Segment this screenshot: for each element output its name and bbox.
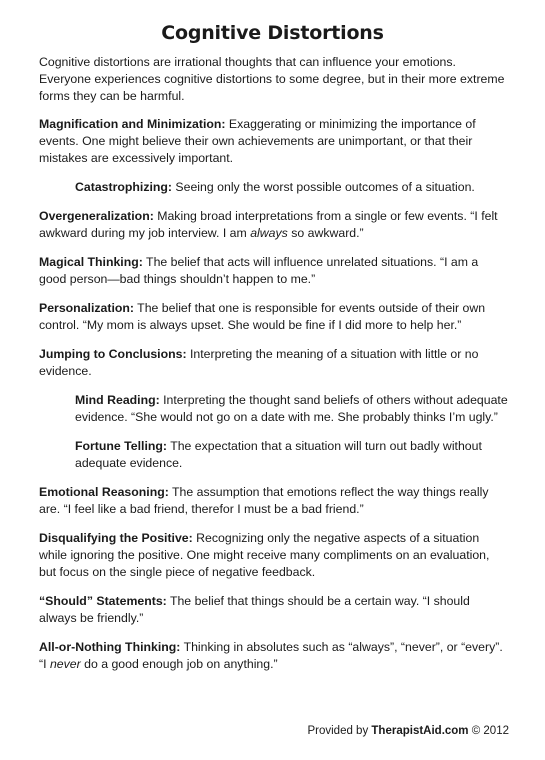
entry-term: “Should” Statements: (39, 594, 167, 608)
footer-copyright: © 2012 (468, 725, 509, 737)
entry-personalization (39, 300, 509, 334)
entry-emphasis: never (49, 657, 81, 671)
entry-description: Seeing only the worst possible outcomes of a situation. (172, 180, 475, 194)
entry-description: The expectation that a situation will turn out badly without adequate evidence. (75, 439, 482, 470)
intro-paragraph: Cognitive distortions are irrational thoughts that can influence your emotions. Everyone experiences cognitive distortions to some degree, but in their more extreme forms they can be harmful. (39, 55, 505, 103)
entry-emotional-reasoning (39, 484, 509, 518)
entry-catastrophizing (75, 179, 509, 196)
entry-term: Overgeneralization: (39, 209, 154, 223)
entry-term: All-or-Nothing Thinking: (39, 640, 181, 654)
distortions-content (39, 54, 509, 685)
footer-brand: TherapistAid.com (371, 725, 469, 737)
entry-magical-thinking (39, 254, 509, 288)
entry-term: Jumping to Conclusions: (39, 347, 187, 361)
entry-description: Making broad interpretations from a single or few events. “I felt awkward during my job interview. I am (39, 209, 498, 240)
entry-jumping-to-conclusions (39, 346, 509, 380)
entry-term: Magical Thinking: (39, 255, 143, 269)
entry-should-statements (39, 593, 509, 627)
page-title: Cognitive Distortions (161, 22, 384, 44)
entry-magnification (39, 116, 509, 167)
entry-description: Interpreting the thought sand beliefs of others without adequate evidence. “She would not go on a date with me. She probably thinks I’m ugly.” (75, 393, 508, 424)
entry-fortune-telling (75, 438, 509, 472)
entry-overgeneralization (39, 208, 509, 242)
entry-description: The belief that acts will influence unrelated situations. “I am a good person—bad things shouldn’t happen to me.” (39, 255, 479, 286)
entry-term: Fortune Telling: (75, 439, 167, 453)
entry-emphasis: always (250, 226, 288, 240)
footer-prefix: Provided by (307, 725, 372, 737)
entry-term: Disqualifying the Positive: (39, 531, 193, 545)
entry-description: The belief that things should be a certain way. “I should always be friendly.” (39, 594, 470, 625)
entry-all-or-nothing-thinking (39, 639, 509, 673)
entry-description: Thinking in absolutes such as “always”, “never”, or “every”. “I (39, 640, 503, 671)
entry-description: Recognizing only the negative aspects of a situation while ignoring the positive. One might receive many compliments on an evaluation, but focus on the single piece of negative feedback. (39, 531, 490, 579)
entry-description: Exaggerating or minimizing the importance of events. One might believe their own achievements are unimportant, or that their mistakes are excessively important. (39, 117, 476, 165)
entry-mind-reading (75, 392, 509, 426)
entry-term: Mind Reading: (75, 393, 160, 407)
entry-term: Catastrophizing: (75, 180, 173, 194)
entry-term: Personalization: (39, 301, 134, 315)
entry-term: Magnification and Minimization: (39, 117, 226, 131)
entry-description: The assumption that emotions reflect the way things really are. “I feel like a bad friend, therefor I must be a bad friend.” (39, 485, 489, 516)
entry-description: Interpreting the meaning of a situation with little or no evidence. (39, 347, 479, 378)
entry-disqualifying-the-positive (39, 530, 509, 581)
entry-description: The belief that one is responsible for events outside of their own control. “My mom is always upset. She would be fine if I did more to help her.” (39, 301, 486, 332)
footer-credit (307, 725, 509, 737)
entry-description-end: so awkward.” (287, 226, 364, 240)
entry-term: Emotional Reasoning: (39, 485, 169, 499)
entry-description-end: do a good enough job on anything.” (80, 657, 278, 671)
